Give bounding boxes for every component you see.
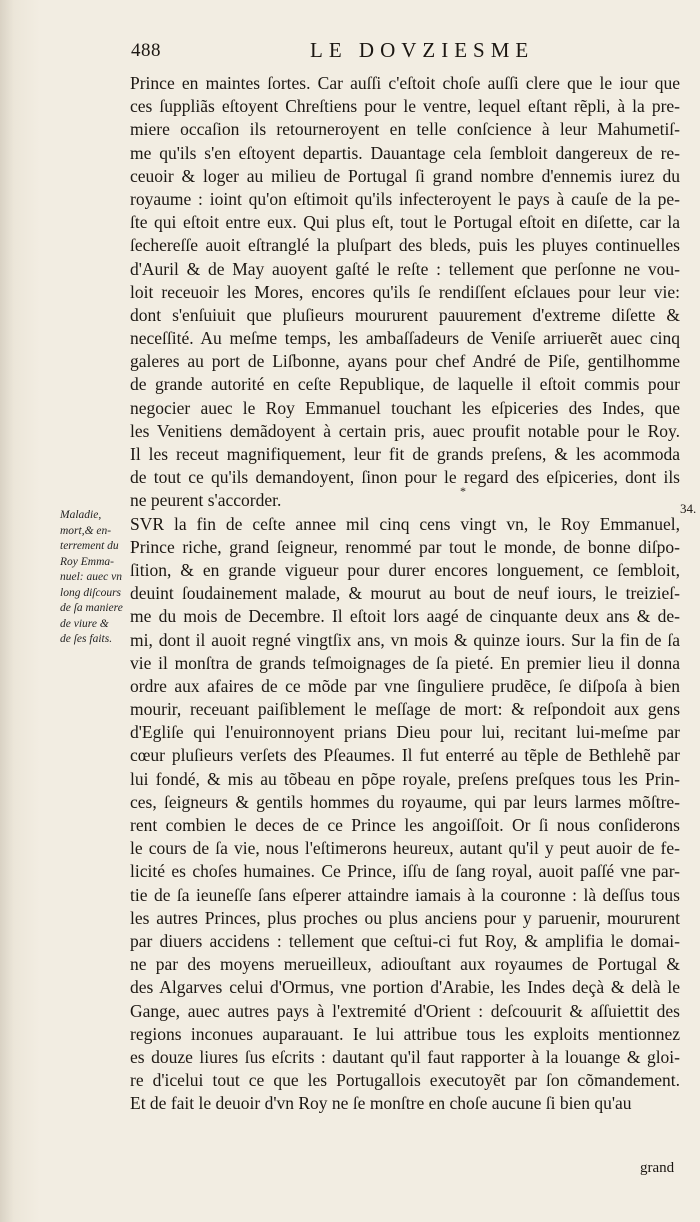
margin-note-line: long diſcours: [60, 586, 122, 599]
text-line: ſechereſſe auoit eſtranglé la pluſpart des bleds, puis les pluyes continuelles: [130, 235, 680, 256]
text-line: Gange, auec autres pays à l'extremité d'Orient : deſcouurit & aſſuiettit des: [130, 1000, 680, 1021]
text-line: Et de fait le deuoir d'vn Roy ne ſe monſtre en choſe aucune ſi bien qu'au: [130, 1093, 632, 1114]
text-line: Il les receut magnifiquement, leur fit de grands preſens, & les acommoda: [130, 444, 680, 464]
margin-note-line: Roy Emma-: [60, 555, 114, 568]
text-line: de tout ce qu'ils demandoyent, ſinon pour le regard des eſpiceries, dont ils: [130, 467, 680, 488]
text-line: me qu'ils s'en eſtoyent departis. Dauantage cela ſembloit dangereux de re-: [130, 142, 680, 163]
text-line: loit receuoir les Mores, encores qu'ils ſe rendiſſent eſclaues pour leur vie:: [130, 281, 680, 302]
margin-note-line: mort,& en-: [60, 524, 112, 537]
margin-note-line: nuel: auec vn: [60, 571, 122, 583]
text-line: ceuoir & loger au milieu de Portugal ſi grand nombre d'ennemis iurez du: [130, 165, 680, 186]
text-line: dont s'enſuiuit que pluſieurs moururent pauurement d'extreme diſette &: [130, 304, 680, 325]
text-line: cœur pluſieurs verſets des Pſeaumes. Il fut enterré au tẽple de Bethlehẽ par: [130, 745, 680, 766]
text-line: les autres Princes, plus proches ou plus anciens pour y paruenir, moururent: [130, 907, 680, 928]
text-line: le cours de ſa vie, nous l'eſtimerons heureux, autant qu'il y peut auoir de fe-: [130, 838, 680, 859]
margin-note-line: Maladie,: [60, 509, 102, 521]
text-line: mourir, receuant paiſiblement le meſſage de mort: & reſpondoit aux gens: [130, 699, 680, 720]
text-line: rent combien le deces de ce Prince les angoiſſoit. Or ſi nous conſiderons: [130, 815, 680, 835]
margin-note: [60, 508, 128, 648]
text-line: d'Auril & de May auoyent gaſté le reſte : tellement que perſonne ne vou-: [130, 258, 680, 279]
page-header: [0, 38, 700, 68]
text-line: galeres au port de Liſbonne, ayans pour chef André de Piſe, gentilhomme: [130, 351, 680, 372]
text-line: Prince riche, grand ſeigneur, renommé par tout le monde, de bonne diſpo-: [130, 536, 680, 557]
asterisk-mark: *: [460, 484, 466, 498]
margin-note-line: de ſes faits.: [60, 633, 113, 645]
text-line: vie il monſtra de grands teſmoignages de ſa pieté. En premier lieu il donna: [130, 652, 680, 673]
text-line: neceſſité. Au meſme temps, les ambaſſadeurs de Veniſe arriuerẽt auec cinq: [130, 328, 680, 349]
text-line: royaume : ioint qu'on eſtimoit qu'ils infecteroyent le pays à cauſe de la pe-: [130, 188, 680, 209]
text-line: regions inconues auparauant. Ie lui attribue tous les exploits mentionnez: [130, 1023, 680, 1044]
text-line: ordre aux afaires de ce mõde par vne ſinguliere prudẽce, ſe diſpoſa à bien: [130, 675, 680, 696]
text-line: les Venitiens demãdoyent à certain pris, auec proufit notable pour le Roy.: [130, 420, 680, 441]
text-line: ſte qui eſtoit entre eux. Qui plus eſt, tout le Portugal eſtoit en diſette, car la: [130, 212, 680, 233]
text-line: re d'icelui tout ce que les Portugallois executoyẽt par ſon cõmandement.: [130, 1070, 680, 1091]
text-line: licité es choſes humaines. Ce Prince, iſſu de ſang royal, auoit paſſé vne par-: [130, 861, 680, 882]
text-line: de grande autorité en ceſte Republique, de laquelle il eſtoit commis pour: [130, 374, 680, 395]
margin-note-line: de viure &: [60, 617, 109, 630]
text-line: lui fondé, & mis au tõbeau en põpe royale, preſens preſques tous les Prin-: [130, 768, 680, 789]
text-line: ces ſuppliãs eſtoyent Chreſtiens pour le ventre, lequel eſtant rẽpli, à la pre-: [130, 96, 680, 117]
text-line: deuint ſoudainement malade, & mourut au bout de neuf iours, le treizieſ-: [130, 583, 680, 604]
margin-note-line: de ſa maniere: [60, 602, 123, 614]
running-title: LE DOVZIESME: [310, 38, 535, 62]
text-line: d'Egliſe qui l'enuironnoyent prians Dieu pour lui, recitant lui-meſme par: [130, 722, 680, 743]
text-line: tie de ſa ieuneſſe ſans eſperer attaindre iamais à la couronne : là deſſus tous: [130, 884, 680, 905]
text-line: negocier auec le Roy Emmanuel touchant les eſpiceries des Indes, que: [130, 397, 680, 418]
margin-note-line: terrement du: [60, 540, 119, 552]
catchword: grand: [640, 1160, 675, 1176]
text-line: ne peurent s'accorder.: [130, 490, 282, 511]
side-number: 34.: [680, 501, 697, 516]
text-line: es douze liures ſus eſcrits : dautant qu'il faut rapporter à la louange & gloi-: [130, 1046, 680, 1067]
text-line: ne par des moyens merueilleux, adiouſtant aux royaumes de Portugal &: [130, 954, 680, 975]
body-text: [130, 72, 680, 1115]
text-line: me du mois de Decembre. Il eſtoit lors aagé de cinquante deux ans & de-: [130, 606, 680, 627]
text-line: ſition, & en grande vigueur pour durer encores longuement, ce ſembloit,: [130, 559, 680, 580]
text-line: ces, ſeigneurs & gentils hommes du royaume, qui par leurs larmes mõſtre-: [130, 791, 680, 812]
text-line: des Algarves celui d'Ormus, vne portion d'Arabie, les Indes deçà & delà le: [130, 977, 680, 998]
text-line: miere occaſion ils retourneroyent en telle conſcience à leur Mahumetiſ-: [130, 119, 680, 140]
page-number: 488: [131, 40, 161, 61]
text-line: par diuers accidens : tellement que ceſtui-ci fut Roy, & amplifia le domai-: [130, 930, 680, 951]
text-line: Prince en maintes ſortes. Car auſſi c'eſtoit choſe auſſi clere que le iour que: [130, 73, 680, 93]
text-line: SVR la fin de ceſte annee mil cinq cens vingt vn, le Roy Emmanuel,: [130, 513, 680, 534]
text-line: mi, dont il auoit regné vingtſix ans, vn mois & quinze iours. Sur la fin de ſa: [130, 629, 680, 650]
